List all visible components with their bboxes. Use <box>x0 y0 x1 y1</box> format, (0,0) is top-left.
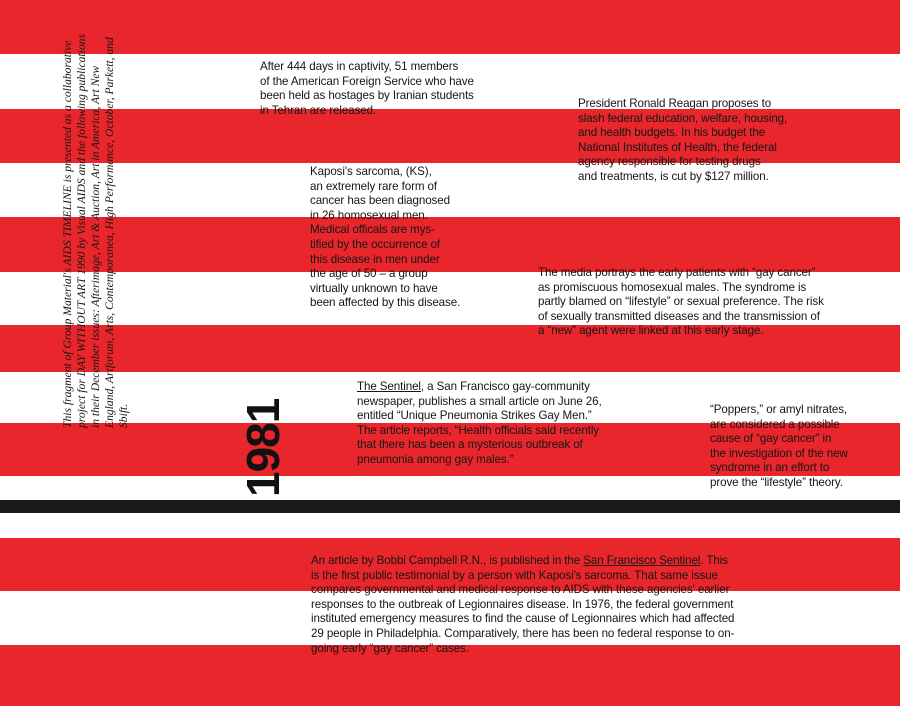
entry-campbell-article <box>311 554 734 656</box>
text-line: syndrome in an effort to <box>710 461 830 475</box>
text-line: slash federal education, welfare, housing, <box>578 111 788 125</box>
text-line: responses to the outbreak of Legionnaires disease. In 1976, the federal government <box>311 597 734 611</box>
text-line: newspaper, publishes a small article on June 26, <box>357 394 602 408</box>
year-heading: 1981 <box>237 398 289 497</box>
text-line: The media portrays the early patients with “gay cancer” <box>538 266 816 279</box>
publication-title: San Francisco Sentinel <box>583 554 701 567</box>
text-line: “Poppers,” or amyl nitrates, <box>710 403 848 416</box>
text-line: agency responsible for testing drugs <box>578 155 761 169</box>
text-line: been affected by this disease. <box>310 296 461 310</box>
text-line: a “new” agent were linked at this early stage. <box>538 324 764 338</box>
black-stripe <box>0 500 900 513</box>
entry-kaposi-sarcoma <box>310 165 460 311</box>
text-line: compares governmental and medical response to AIDS with these agencies' earlier <box>311 583 730 597</box>
entry-reagan-budget <box>578 97 787 185</box>
entry-sentinel-article <box>357 380 602 468</box>
text-line: going early “gay cancer” cases. <box>311 641 470 655</box>
red-stripe <box>0 0 900 54</box>
text-fragment: , a San Francisco gay-community <box>420 380 590 393</box>
text-line: that there has been a mysterious outbreak of <box>357 438 583 452</box>
text-line: After 444 days in captivity, 51 members <box>260 60 459 73</box>
entry-media-portrayal <box>538 266 824 339</box>
text-line: been held as hostages by Iranian students <box>260 89 474 103</box>
text-fragment: . This <box>700 554 728 567</box>
text-line: virtually unknown to have <box>310 281 438 295</box>
text-line: cause of “gay cancer” in <box>710 432 832 446</box>
text-line: cancer has been diagnosed <box>310 194 450 208</box>
text-line: President Ronald Reagan proposes to <box>578 97 772 110</box>
text-line <box>311 554 734 569</box>
text-line: and treatments, is cut by $127 million. <box>578 169 769 183</box>
text-line: pneumonia among gay males.” <box>357 452 514 466</box>
text-line: this disease in men under <box>310 252 440 266</box>
entry-poppers <box>710 403 848 491</box>
text-line: the age of 50 – a group <box>310 267 428 281</box>
entry-hostages <box>260 60 474 118</box>
text-line: of the American Foreign Service who have <box>260 74 474 88</box>
text-line: prove the “lifestyle” theory. <box>710 475 843 489</box>
text-line: instituted emergency measures to find the cause of Legionnaires which had affected <box>311 612 735 626</box>
side-credit-note: This fragment of Group Material's AIDS TIMELINE is presented as a collaborative project for DAY WITHOUT ART 1990 by Visual AIDS and the following publications in their December issues: Afterimage, Art & Auction, Art in America, Art New England, Artforum, Arts, Contemporanea, High Performance, October, Parkett, and Sbift. <box>61 34 130 428</box>
text-line: The article reports, “Health officials said recently <box>357 423 600 437</box>
text-line: entitled “Unique Pneumonia Strikes Gay Men.” <box>357 409 592 423</box>
text-line: tified by the occurrence of <box>310 237 441 251</box>
text-line: in Tehran are released. <box>260 103 377 117</box>
text-line: is the first public testimonial by a person with Kaposi's sarcoma. That same issue <box>311 568 718 582</box>
text-line: in 26 homosexual men. <box>310 208 428 222</box>
text-line: National Institutes of Health, the federal <box>578 140 777 154</box>
text-line: as promiscuous homosexual males. The syndrome is <box>538 280 807 294</box>
publication-title: The Sentinel <box>357 380 421 393</box>
text-line <box>357 380 602 395</box>
text-fragment: An article by Bobbi Campbell R.N., is published in the <box>311 554 584 567</box>
text-line: 29 people in Philadelphia. Comparatively, there has been no federal response to on- <box>311 626 735 640</box>
text-line: partly blamed on “lifestyle” or sexual preference. The risk <box>538 295 824 309</box>
text-line: of sexually transmitted diseases and the transmission of <box>538 309 820 323</box>
text-line: and health budgets. In his budget the <box>578 126 766 140</box>
text-line: an extremely rare form of <box>310 179 438 193</box>
text-line: Kaposi's sarcoma, (KS), <box>310 165 432 178</box>
text-line: Medical officals are mys- <box>310 223 435 237</box>
text-line: the investigation of the new <box>710 446 848 460</box>
text-line: are considered a possible <box>710 417 840 431</box>
